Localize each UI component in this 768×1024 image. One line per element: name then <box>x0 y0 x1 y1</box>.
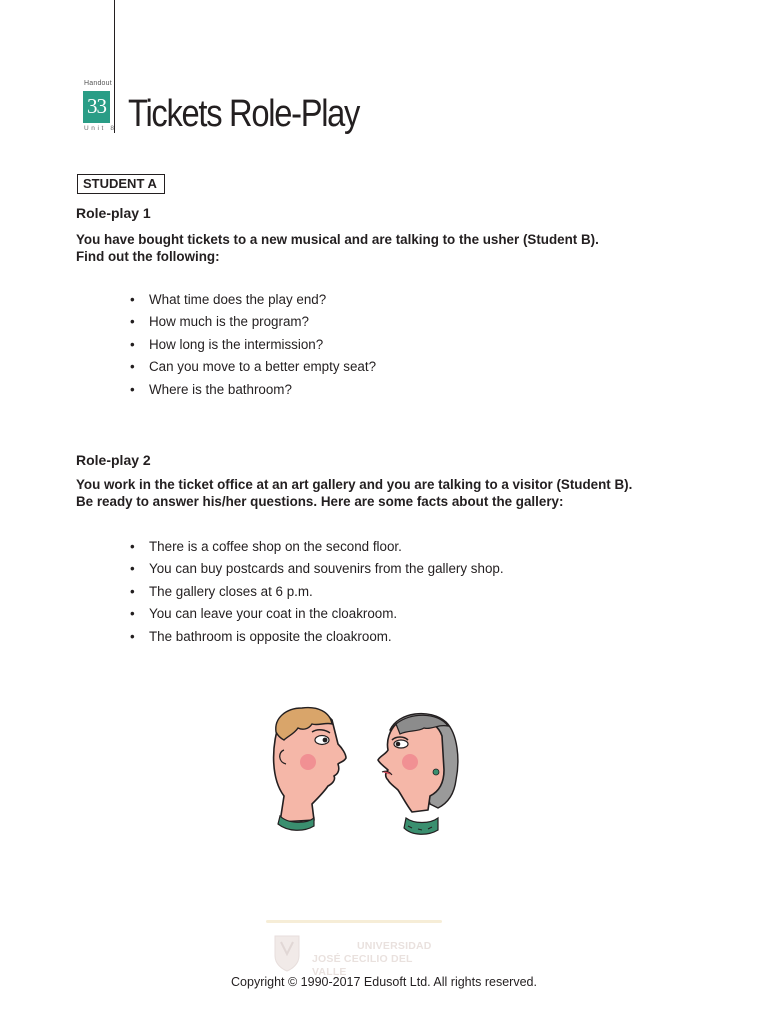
handout-label: Handout <box>84 80 112 87</box>
watermark-bar <box>266 920 442 923</box>
two-faces-illustration <box>262 700 472 842</box>
roleplay1-instructions <box>76 231 716 265</box>
instruction-line: You work in the ticket office at an art gallery and you are talking to a visitor (Student B). <box>76 477 633 492</box>
list-item: • What time does the play end? <box>130 289 376 311</box>
watermark-line: UNIVERSIDAD <box>357 940 432 952</box>
roleplay1-heading: Role-play 1 <box>76 205 151 221</box>
roleplay1-question-list <box>130 289 376 401</box>
list-item: • The bathroom is opposite the cloakroom. <box>130 626 504 648</box>
unit-label: Unit 8 <box>84 125 117 132</box>
roleplay2-heading: Role-play 2 <box>76 452 151 468</box>
header-divider-line <box>114 0 115 133</box>
university-watermark <box>262 918 446 976</box>
roleplay2-instructions <box>76 476 716 510</box>
page-title: Tickets Role-Play <box>128 93 360 135</box>
instruction-line: You have bought tickets to a new musical and are talking to the usher (Student B). <box>76 232 599 247</box>
list-item: • Can you move to a better empty seat? <box>130 356 376 378</box>
list-item: • Where is the bathroom? <box>130 379 376 401</box>
roleplay2-facts-list <box>130 536 504 648</box>
instruction-line: Be ready to answer his/her questions. Here are some facts about the gallery: <box>76 494 564 509</box>
list-item: • The gallery closes at 6 p.m. <box>130 581 504 603</box>
handout-number-badge: 33 <box>83 91 110 123</box>
list-item: • How much is the program? <box>130 311 376 333</box>
list-item: • You can buy postcards and souvenirs from the gallery shop. <box>130 558 504 580</box>
watermark-text <box>312 940 446 979</box>
university-crest-icon <box>272 934 302 972</box>
instruction-line: Find out the following: <box>76 249 220 264</box>
list-item: • There is a coffee shop on the second floor. <box>130 536 504 558</box>
list-item: • You can leave your coat in the cloakroom. <box>130 603 504 625</box>
watermark-line: JOSÉ CECILIO DEL VALLE <box>312 953 413 978</box>
man-face <box>274 708 346 831</box>
woman-face <box>378 714 458 835</box>
copyright-notice: Copyright © 1990-2017 Edusoft Ltd. All rights reserved. <box>231 975 537 989</box>
list-item: • How long is the intermission? <box>130 334 376 356</box>
student-label-box: STUDENT A <box>77 174 165 194</box>
